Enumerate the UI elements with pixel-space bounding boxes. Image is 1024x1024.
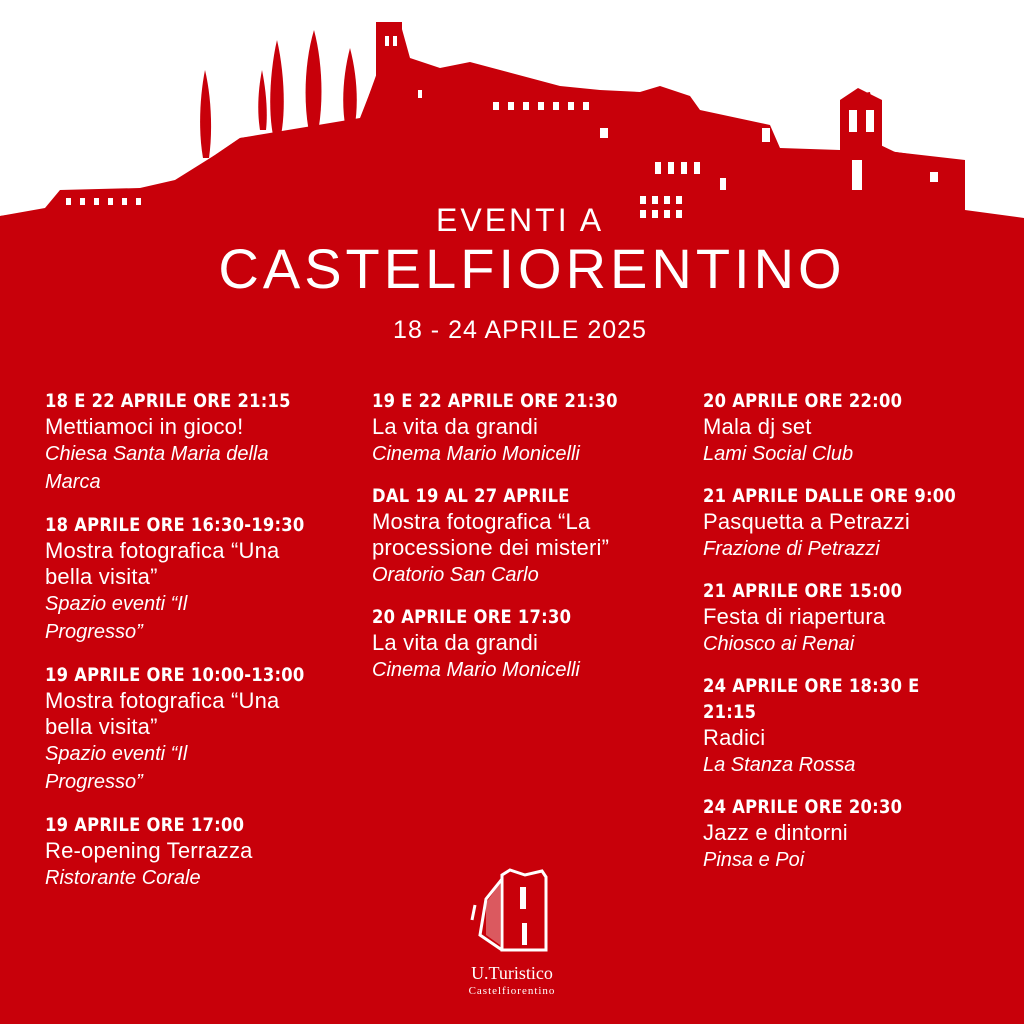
event-date: 20 APRILE ORE 22:00 (703, 390, 903, 412)
event-date: 19 APRILE ORE 10:00-13:00 (45, 664, 305, 686)
event-date: 19 APRILE ORE 17:00 (45, 814, 245, 836)
events-column-3 (703, 388, 1003, 889)
event-place: Chiesa Santa Maria della Marca (45, 443, 269, 493)
event-item (703, 578, 1003, 658)
event-title: La vita da grandi (372, 630, 539, 655)
event-place: Spazio eventi “Il Progresso” (45, 593, 188, 643)
page-title: CASTELFIORENTINO (218, 237, 846, 300)
logo-text-name: U.Turistico (471, 963, 553, 983)
event-title: Mostra fotografica “Una bella visita” (45, 538, 280, 589)
event-place: La Stanza Rossa (703, 754, 856, 776)
event-item (45, 662, 345, 796)
event-place: Lami Social Club (703, 443, 854, 465)
event-title: Jazz e dintorni (703, 820, 848, 845)
event-item (703, 483, 1003, 563)
event-date: 21 APRILE DALLE ORE 9:00 (703, 485, 957, 507)
event-place: Frazione di Petrazzi (703, 538, 880, 560)
event-place: Ristorante Corale (45, 867, 201, 889)
event-item (703, 673, 1003, 779)
logo-text-town: Castelfiorentino (468, 985, 556, 997)
event-place: Chiosco ai Renai (703, 633, 855, 655)
event-item (703, 388, 1003, 468)
event-title: Re-opening Terrazza (45, 838, 253, 863)
event-date: 21 APRILE ORE 15:00 (703, 580, 903, 602)
event-item (45, 812, 345, 892)
event-title: Mettiamoci in gioco! (45, 414, 244, 439)
event-place: Spazio eventi “Il Progresso” (45, 743, 188, 793)
event-title: Pasquetta a Petrazzi (703, 509, 911, 534)
event-date: 24 APRILE ORE 18:30 E 21:15 (703, 675, 920, 723)
events-column-1 (45, 388, 345, 908)
event-date: 19 E 22 APRILE ORE 21:30 (372, 390, 618, 412)
event-date: DAL 19 AL 27 APRILE (372, 485, 570, 507)
event-title: Radici (703, 725, 766, 750)
event-place: Pinsa e Poi (703, 849, 805, 871)
event-item (372, 388, 672, 468)
event-title: Mala dj set (703, 414, 812, 439)
event-title: La vita da grandi (372, 414, 539, 439)
event-item (45, 388, 345, 496)
event-date: 18 APRILE ORE 16:30-19:30 (45, 514, 305, 536)
event-item (372, 604, 672, 684)
event-date: 18 E 22 APRILE ORE 21:15 (45, 390, 291, 412)
event-place: Oratorio San Carlo (372, 564, 539, 586)
title-small: EVENTI A (436, 202, 605, 238)
event-item (703, 794, 1003, 874)
event-date: 20 APRILE ORE 17:30 (372, 606, 572, 628)
event-title: Festa di riapertura (703, 604, 886, 629)
event-title: Mostra fotografica “Una bella visita” (45, 688, 280, 739)
events-column-2 (372, 388, 672, 699)
event-item (45, 512, 345, 646)
event-item (372, 483, 672, 589)
event-date: 24 APRILE ORE 20:30 (703, 796, 903, 818)
event-place: Cinema Mario Monicelli (372, 659, 580, 681)
event-place: Cinema Mario Monicelli (372, 443, 580, 465)
event-title: Mostra fotografica “La processione dei misteri” (372, 509, 610, 560)
date-range: 18 - 24 APRILE 2025 (393, 316, 647, 344)
